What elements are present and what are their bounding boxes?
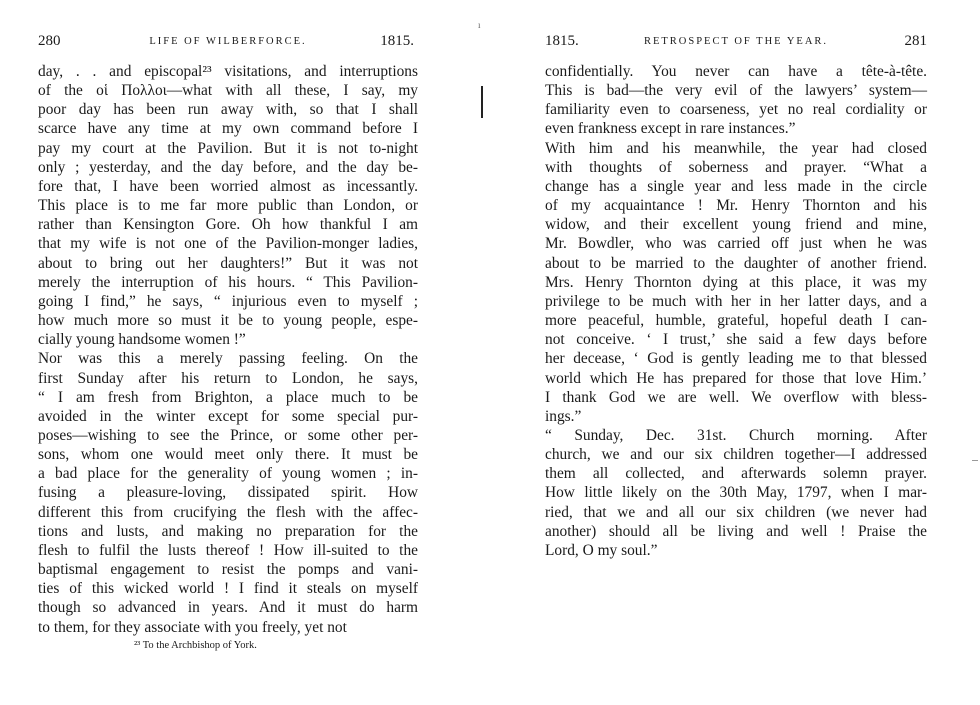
right-text-line: with thoughts of soberness and prayer. “What a (545, 158, 927, 176)
left-running-head: LIFE OF WILBERFORCE. (149, 36, 307, 47)
right-text-line: Mr. Bowdler, who was carried off just when he was (545, 235, 927, 253)
right-text-line: her decease, ‘ God is gently leading me to that blessed (545, 350, 927, 368)
left-text-line: This place is to me far more public than London, or (38, 197, 418, 215)
left-page-body (38, 62, 418, 637)
left-text-line: that my wife is not one of the Pavilion-monger ladies, (38, 235, 418, 253)
left-text-line: first Sunday after his return to London, he says, (38, 369, 418, 387)
left-text-line: ties of this wicked world ! I find it steals on myself (38, 580, 418, 598)
left-text-line: flesh to fulfil the lusts thereof ! How ill-suited to the (38, 541, 418, 559)
left-text-line: about to bring out her daughters!” But it was not (38, 254, 418, 272)
left-page-year: 1815. (380, 33, 414, 49)
right-running-head: RETROSPECT OF THE YEAR. (643, 36, 829, 47)
right-text-line: change has a single year and less made in the circle (545, 177, 927, 195)
left-text-line: of the οἱ Πολλοι—what with all these, I say, my (38, 82, 418, 100)
left-page-number: 280 (38, 33, 61, 49)
left-text-line: to them, for they associate with you freely, yet not (38, 618, 347, 636)
right-text-line: Lord, O my soul.” (545, 541, 658, 559)
right-text-line: widow, and their excellent young friend and mine, (545, 216, 927, 234)
left-text-line: rather than Kensington Gore. Oh how thankful I am (38, 216, 418, 234)
right-text-line: world which He has prepared for those that love Him.’ (545, 369, 927, 387)
right-page-header (545, 33, 927, 53)
right-text-line: This is bad—the very evil of the lawyers’ system— (545, 82, 927, 100)
right-text-line: How little likely on the 30th May, 1797, when I mar- (545, 484, 927, 502)
right-text-line: of my acquaintance ! Mr. Henry Thornton and his (545, 197, 927, 215)
left-text-line: fore that, I have been worried almost as incessantly. (38, 177, 418, 195)
right-page-year: 1815. (545, 33, 579, 49)
right-page-body (545, 62, 927, 560)
left-text-line: pay my court at the Pavilion. But it is not to-night (38, 139, 418, 157)
left-footnote: ²³ To the Archbishop of York. (134, 640, 257, 651)
right-page (545, 0, 927, 705)
right-text-line: ings.” (545, 407, 582, 425)
left-text-line: a bad place for the generality of young women ; in- (38, 465, 418, 483)
right-text-line: them all collected, and afterwards solemn prayer. (545, 465, 927, 483)
left-page-header (38, 33, 418, 53)
right-text-line: church, we and our six children together—I addressed (545, 446, 927, 464)
margin-mark (972, 460, 978, 461)
left-text-line: avoided in the winter except for some special pur- (38, 407, 418, 425)
left-page (38, 0, 418, 705)
right-text-line: more peaceful, humble, grateful, hopeful death I can- (545, 312, 927, 330)
left-text-line: scarce have any time at my own command before I (38, 120, 418, 138)
left-text-line: baptismal engagement to resist the pomps and vani- (38, 561, 418, 579)
left-text-line: poses—wishing to see the Prince, or some other per- (38, 426, 418, 444)
gutter-rule (481, 86, 483, 118)
gutter-tick-mark: ı (478, 20, 481, 30)
right-text-line: even frankness except in rare instances.” (545, 120, 796, 138)
right-text-line: familiarity even to coarseness, yet no real cordiality or (545, 101, 927, 119)
right-text-line: about to be married to the daughter of another friend. (545, 254, 927, 272)
left-text-line: Nor was this a merely passing feeling. On the (38, 350, 418, 368)
left-text-line: going I find,” he says, “ injurious even to myself ; (38, 292, 418, 310)
right-text-line: not conceive. ‘ I trust,’ she said a few days before (545, 331, 927, 349)
right-page-number: 281 (904, 33, 927, 49)
right-text-line: confidentially. You never can have a tête-à-tête. (545, 63, 927, 80)
left-text-line: poor day has been run away with, so that I shall (38, 101, 418, 119)
left-text-line: fusing a pleasure-loving, dissipated spirit. How (38, 484, 418, 502)
left-text-line: how much more so must it be to young people, espe- (38, 312, 418, 330)
right-text-line: “ Sunday, Dec. 31st. Church morning. After (545, 426, 927, 444)
right-text-line: I thank God we are well. We overflow with bless- (545, 388, 927, 406)
right-text-line: ried, that we and all our six children (we never had (545, 503, 927, 521)
left-text-line: cially young handsome women !” (38, 331, 246, 349)
left-text-line: day, . . and episcopal²³ visitations, and interruptions (38, 63, 418, 80)
left-text-line: different this from crucifying the flesh with the affec- (38, 503, 418, 521)
left-text-line: though so advanced in years. And it must do harm (38, 599, 418, 617)
right-text-line: privilege to be much with her in her latter days, and a (545, 292, 927, 310)
left-text-line: “ I am fresh from Brighton, a place much to be (38, 388, 418, 406)
left-text-line: only ; yesterday, and the day before, and the day be- (38, 158, 418, 176)
right-text-line: With him and his meanwhile, the year had closed (545, 139, 927, 157)
right-text-line: another) should all be living and well ! Praise the (545, 522, 927, 540)
right-text-line: Mrs. Henry Thornton dying at this place, it was my (545, 273, 927, 291)
left-text-line: sons, whom one would meet only there. It must be (38, 446, 418, 464)
left-text-line: tions and lusts, and making no preparation for the (38, 522, 418, 540)
left-text-line: merely the interruption of his hours. “ This Pavilion- (38, 273, 418, 291)
